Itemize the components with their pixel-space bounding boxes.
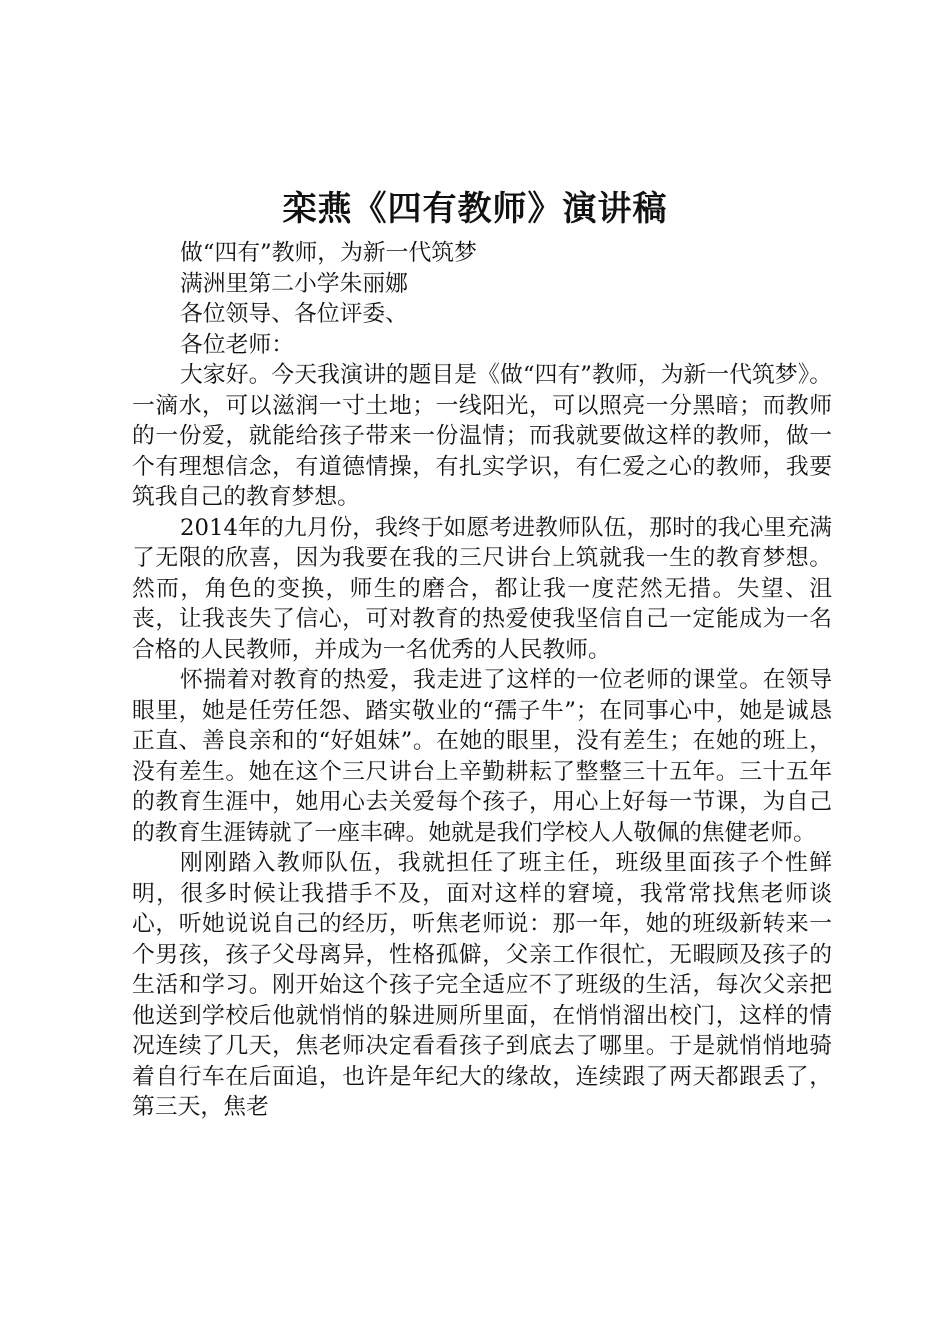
speaker-line: 满洲里第二小学朱丽娜 <box>180 270 408 297</box>
document-title: 栾燕《四有教师》演讲稿 <box>282 189 668 229</box>
paragraph-2: 2014年的九月份，我终于如愿考进教师队伍，那时的我心里充满了无限的欣喜，因为我要在我的三尺讲台上筑就我一生的教育梦想。然而，角色的变换，师生的磨合，都让我一度茫然无措。失望、沮丧，让我丧失了信心，可对教育的热爱使我坚信自己一定能成为一名合格的人民教师，并成为一名优秀的人民教师。 <box>132 514 832 663</box>
salutation-line-1: 各位领导、各位评委、 <box>180 301 408 327</box>
paragraph-1: 大家好。今天我演讲的题目是《做“四有”教师，为新一代筑梦》。一滴水，可以滋润一寸土地；一线阳光，可以照亮一分黑暗；而教师的一份爱，就能给孩子带来一份温情；而我就要做这样的教师，做一个有理想信念，有道德情操，有扎实学识，有仁爱之心的教师，我要筑我自己的教育梦想。 <box>132 362 832 510</box>
paragraph-3: 怀揣着对教育的热爱，我走进了这样的一位老师的课堂。在领导眼里，她是任劳任怨、踏实敬业的“孺子牛”；在同事心中，她是诚恳正直、善良亲和的“好姐妹”。在她的眼里，没有差生；在她的班上，没有差生。她在这个三尺讲台上辛勤耕耘了整整三十五年。三十五年的教育生涯中，她用心去关爱每个孩子，用心上好每一节课，为自己的教育生涯铸就了一座丰碑。她就是我们学校人人敬佩的焦健老师。 <box>132 667 832 846</box>
speech-subtitle: 做“四有”教师，为新一代筑梦 <box>180 240 477 266</box>
paragraph-4: 刚刚踏入教师队伍，我就担任了班主任，班级里面孩子个性鲜明，很多时候让我措手不及，面对这样的窘境，我常常找焦老师谈心，听她说说自己的经历，听焦老师说：那一年，她的班级新转来一个男孩，孩子父母离异，性格孤僻，父亲工作很忙，无暇顾及孩子的生活和学习。刚开始这个孩子完全适应不了班级的生活，每次父亲把他送到学校后他就悄悄的躲进厕所里面，在悄悄溜出校门，这样的情况连续了几天，焦老师决定看看孩子到底去了哪里。于是就悄悄地骑着自行车在后面追，也许是年纪大的缘故，连续跟了两天都跟丢了，第三天，焦老 <box>132 850 832 1120</box>
salutation-line-2: 各位老师： <box>180 331 294 358</box>
document-body <box>132 238 832 1123</box>
